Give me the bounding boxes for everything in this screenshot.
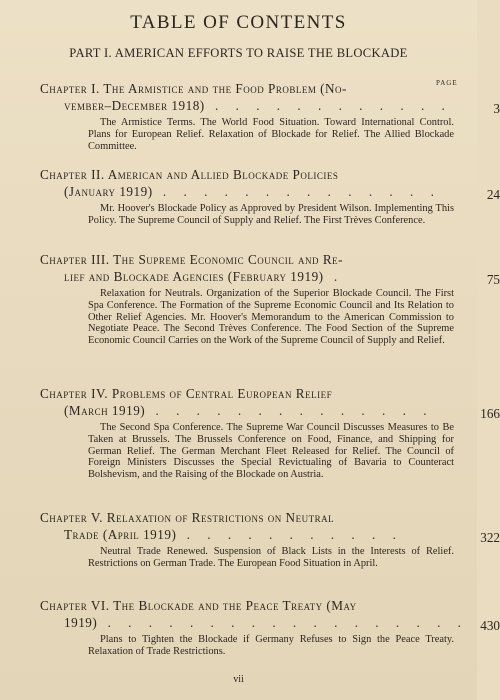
chapter-summary: Plans to Tighten the Blockade if Germany Refuses to Sign the Peace Treaty. Relaxation of Trade Restrictions. — [88, 634, 454, 657]
chapter-page-number[interactable]: 166 — [480, 406, 500, 421]
chapter-heading-line-1: Chapter I. The Armistice and the Food Problem (No- — [40, 81, 347, 96]
chapter-heading-line-1: Chapter V. Relaxation of Restrictions on Neutral — [40, 510, 335, 525]
chapter-heading-line-1: Chapter VI. The Blockade and the Peace Treaty (May — [40, 598, 357, 613]
chapter-heading-line-2: 1919) . . . . . . . . . . . . . . . . . . — [64, 615, 468, 630]
chapter-page-number[interactable]: 3 — [493, 101, 500, 116]
chapter-summary: The Armistice Terms. The World Food Situation. Toward International Control. Plans for European Relief. Relaxation of Blockade for Relief. The Allied Blockade Committee. — [88, 117, 454, 152]
toc-entry-chapter-5[interactable] — [40, 509, 500, 570]
page-folio: vii — [233, 674, 244, 685]
chapter-page-number[interactable]: 430 — [480, 618, 500, 633]
chapter-page-number[interactable]: 75 — [486, 272, 500, 287]
chapter-summary: Relaxation for Neutrals. Organization of the Superior Blockade Council. The First Spa Conference. The Formation of the Supreme Economic Council and Its Relation to Other Relief Agencies. Mr. Hoover's Memorandum to the American Commission to Negotiate Peace. The Second Trèves Conference. The Food Section of the Supreme Economic Council Carries on the Work of the Supreme Council of Supply and Relief. — [88, 288, 454, 347]
chapter-heading-line-1: Chapter III. The Supreme Economic Council and Re- — [40, 252, 344, 267]
chapter-heading-line-2: (January 1919) . . . . . . . . . . . . . . — [64, 184, 441, 199]
toc-entry-chapter-6[interactable] — [40, 597, 500, 658]
chapter-summary: Mr. Hoover's Blockade Policy as Approved by President Wilson. Implementing This Policy. The Supreme Council of Supply and Relief. The First Trèves Conference. — [88, 203, 454, 226]
chapter-heading-line-2: vember–December 1918) . . . . . . . . . . . . — [64, 98, 452, 113]
toc-entry-chapter-3[interactable] — [40, 251, 500, 347]
chapter-heading-line-1: Chapter IV. Problems of Central European Relief — [40, 386, 333, 401]
page-title: TABLE OF CONTENTS — [130, 12, 347, 33]
chapter-page-number[interactable]: 322 — [480, 530, 500, 545]
page-column-label: PAGE — [436, 79, 458, 87]
chapter-summary: Neutral Trade Renewed. Suspension of Black Lists in the Interests of Relief. Restrictions on German Trade. The European Food Situation in April. — [88, 546, 454, 569]
chapter-heading-line-2: Trade (April 1919) . . . . . . . . . . . — [64, 527, 403, 542]
toc-entry-chapter-4[interactable] — [40, 385, 500, 481]
chapter-heading-line-2: lief and Blockade Agencies (February 1919) . — [64, 269, 345, 284]
chapter-heading-line-1: Chapter II. American and Allied Blockade Policies — [40, 167, 339, 182]
chapter-heading-line-2: (March 1919) . . . . . . . . . . . . . . — [64, 403, 434, 418]
toc-entry-chapter-2[interactable] — [40, 166, 500, 227]
chapter-summary: The Second Spa Conference. The Supreme War Council Discusses Measures to Be Taken at Brussels. The Brussels Conference on Food, Finance, and Shipping for German Relief. The German Merchant Fleet Released for Relief. The Council of Foreign Ministers Discusses the Special Revictualing of Bavaria to Counteract Bolshevism, and the Raising of the Blockade on Austria. — [88, 422, 454, 481]
part-heading: PART I. AMERICAN EFFORTS TO RAISE THE BLOCKADE — [69, 46, 408, 60]
chapter-page-number[interactable]: 24 — [486, 187, 500, 202]
